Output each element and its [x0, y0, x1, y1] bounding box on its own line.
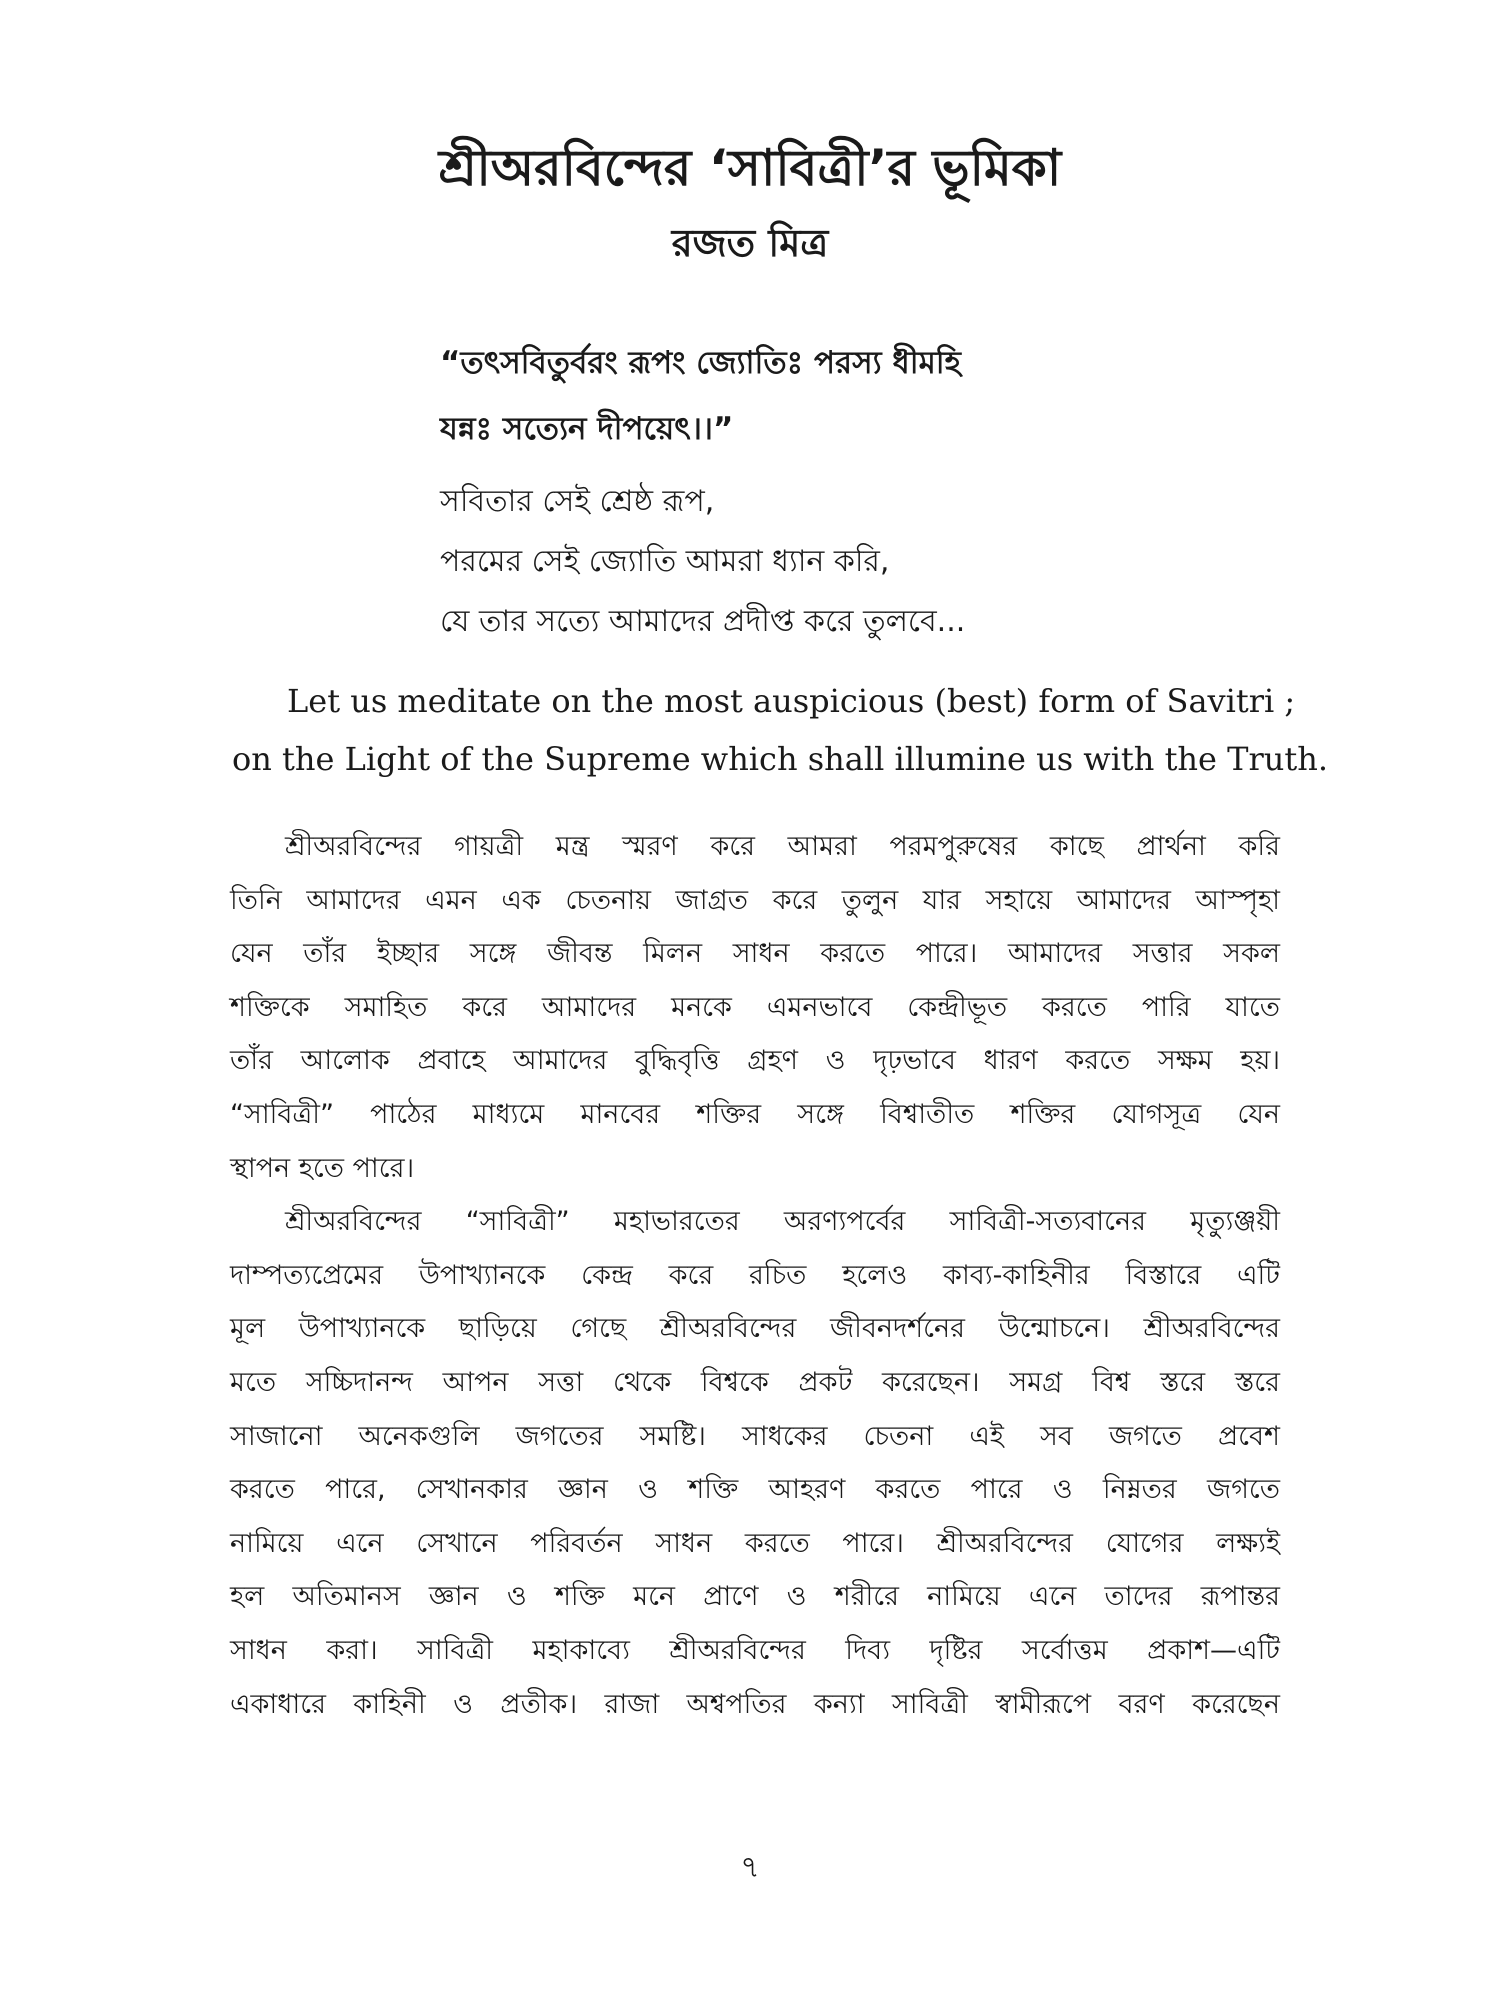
page-title: শ্রীঅরবিন্দের ‘সাবিত্রী’র ভূমিকা — [438, 139, 1062, 197]
body-line: সাধন করা। সাবিত্রী মহাকাব্যে শ্রীঅরবিন্দের দিব্য দৃষ্টির সর্বোত্তম প্রকাশ—এটি — [230, 1634, 1280, 1666]
body-line: একাধারে কাহিনী ও প্রতীক। রাজা অশ্বপতির কন্যা সাবিত্রী স্বামীরূপে বরণ করেছেন — [230, 1688, 1280, 1720]
body-line: তিনি আমাদের এমন এক চেতনায় জাগ্রত করে তুলুন যার সহায়ে আমাদের আস্পৃহা — [230, 884, 1280, 916]
body-line: নামিয়ে এনে সেখানে পরিবর্তন সাধন করতে পারে। শ্রীঅরবিন্দের যোগের লক্ষ্যই — [230, 1527, 1280, 1559]
english-translation — [232, 672, 1329, 788]
body-line: দাম্পত্যপ্রেমের উপাখ্যানকে কেন্দ্র করে রচিত হলেও কাব্য-কাহিনীর বিস্তারে এটি — [230, 1259, 1280, 1291]
body-line: মতে সচ্চিদানন্দ আপন সত্তা থেকে বিশ্বকে প্রকট করেছেন। সমগ্র বিশ্ব স্তরে স্তরে — [230, 1366, 1280, 1398]
author-name: রজত মিত্র — [671, 221, 829, 265]
english-line: on the Light of the Supreme which shall illumine us with the Truth. — [232, 740, 1329, 778]
body-line: হল অতিমানস জ্ঞান ও শক্তি মনে প্রাণে ও শরীরে নামিয়ে এনে তাদের রূপান্তর — [230, 1581, 1280, 1613]
translation-line: যে তার সত্যে আমাদের প্রদীপ্ত করে তুলবে... — [440, 604, 966, 639]
body-line: স্থাপন হতে পারে। — [230, 1152, 415, 1184]
page-number: ৭ — [740, 1850, 760, 1885]
english-line: Let us meditate on the most auspicious (best) form of Savitri ; — [287, 682, 1296, 720]
body-line: শ্রীঅরবিন্দের গায়ত্রী মন্ত্র স্মরণ করে আমরা পরমপুরুষের কাছে প্রার্থনা করি — [285, 831, 1280, 862]
body-line: সাজানো অনেকগুলি জগতের সমষ্টি। সাধকের চেতনা এই সব জগতে প্রবেশ — [230, 1420, 1280, 1452]
translation-line: পরমের সেই জ্যোতি আমরা ধ্যান করি, — [440, 544, 890, 579]
body-line: তাঁর আলোক প্রবাহে আমাদের বুদ্ধিবৃত্তি গ্রহণ ও দৃঢ়ভাবে ধারণ করতে সক্ষম হয়। — [230, 1045, 1280, 1077]
gayatri-mantra — [440, 330, 1340, 462]
translation-line: সবিতার সেই শ্রেষ্ঠ রূপ, — [440, 484, 715, 519]
body-paragraphs — [230, 820, 1280, 1731]
mantra-line: “তৎসবিতুর্বরং রূপং জ্যোতিঃ পরস্য ধীমহি — [440, 345, 961, 381]
body-line: শক্তিকে সমাহিত করে আমাদের মনকে এমনভাবে কেন্দ্রীভূত করতে পারি যাতে — [230, 991, 1280, 1023]
body-line: যেন তাঁর ইচ্ছার সঙ্গে জীবন্ত মিলন সাধন করতে পারে। আমাদের সত্তার সকল — [230, 938, 1280, 970]
body-line: করতে পারে, সেখানকার জ্ঞান ও শক্তি আহরণ করতে পারে ও নিম্নতর জগতে — [230, 1474, 1280, 1506]
body-line: মূল উপাখ্যানকে ছাড়িয়ে গেছে শ্রীঅরবিন্দের জীবনদর্শনের উন্মোচনে। শ্রীঅরবিন্দের — [230, 1313, 1280, 1345]
body-line: শ্রীঅরবিন্দের “সাবিত্রী” মহাভারতের অরণ্যপর্বের সাবিত্রী-সত্যবানের মৃত্যুঞ্জয়ী — [285, 1206, 1280, 1238]
body-line: “সাবিত্রী” পাঠের মাধ্যমে মানবের শক্তির সঙ্গে বিশ্বাতীত শক্তির যোগসূত্র যেন — [230, 1098, 1280, 1130]
bengali-translation — [440, 472, 1340, 652]
mantra-line: যন্নঃ সত্যেন দীপয়েৎ।।” — [440, 411, 734, 447]
